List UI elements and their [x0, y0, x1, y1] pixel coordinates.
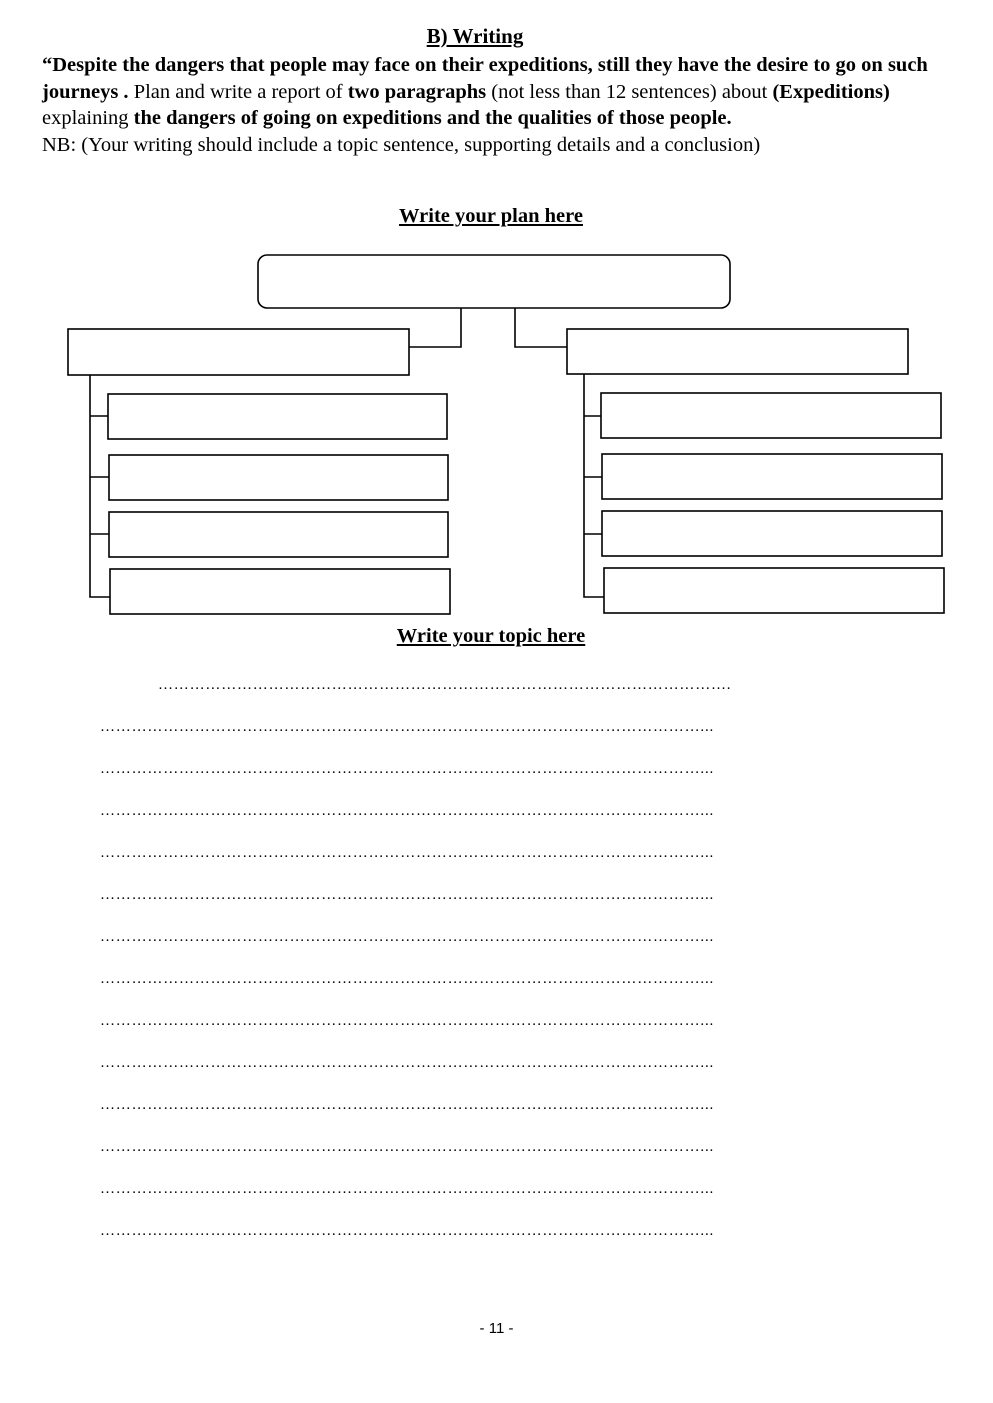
topic-heading: Write your topic here	[396, 625, 586, 647]
writing-line-first[interactable]: ……………………………………………………………………………………………….	[158, 677, 732, 693]
plan-right-detail-box[interactable]	[604, 568, 944, 613]
writing-line[interactable]: ……………………………………………………………………………………………………...	[100, 1139, 715, 1155]
writing-line[interactable]: ……………………………………………………………………………………………………...	[100, 1223, 715, 1239]
writing-line[interactable]: ……………………………………………………………………………………………………...	[100, 1181, 715, 1197]
prompt-quote: “Despite the dangers that people may face on their expeditions, still they have the desire to go on such journeys .	[42, 54, 928, 103]
prompt-emphasis: two paragraphs	[347, 80, 487, 103]
prompt-instructions	[42, 52, 954, 132]
page-number: - 11 -	[479, 1320, 514, 1337]
writing-prompt	[42, 52, 954, 159]
plan-heading: Write your plan here	[399, 205, 583, 227]
prompt-note: NB: (Your writing should include a topic sentence, supporting details and a conclusion)	[42, 134, 761, 157]
plan-right-detail-box[interactable]	[602, 454, 942, 499]
writing-line[interactable]: ……………………………………………………………………………………………………...	[100, 1097, 715, 1113]
prompt-text: Plan and write a report of	[128, 80, 348, 103]
plan-left-detail-box[interactable]	[108, 394, 447, 439]
writing-line[interactable]: ……………………………………………………………………………………………………...	[100, 719, 715, 735]
plan-right-detail-box[interactable]	[601, 393, 941, 438]
plan-right-heading-box[interactable]	[567, 329, 908, 374]
writing-line[interactable]: ……………………………………………………………………………………………………...	[100, 1055, 715, 1071]
writing-line[interactable]: ……………………………………………………………………………………………………...	[100, 761, 715, 777]
writing-line[interactable]: ……………………………………………………………………………………………………...	[100, 971, 715, 987]
plan-left-detail-box[interactable]	[109, 455, 448, 500]
writing-line[interactable]: ……………………………………………………………………………………………………...	[100, 929, 715, 945]
plan-left-heading-box[interactable]	[68, 329, 409, 375]
prompt-text: explaining	[42, 107, 134, 130]
writing-line[interactable]: ……………………………………………………………………………………………………...	[100, 887, 715, 903]
writing-line[interactable]: ……………………………………………………………………………………………………...	[100, 803, 715, 819]
plan-left-detail-box[interactable]	[109, 512, 448, 557]
prompt-emphasis: the dangers of going on expeditions and the qualities of those people.	[133, 107, 732, 130]
writing-line[interactable]: ……………………………………………………………………………………………………...	[100, 845, 715, 861]
writing-line[interactable]: ……………………………………………………………………………………………………...	[100, 1013, 715, 1029]
section-title: B) Writing	[426, 24, 524, 48]
plan-left-detail-box[interactable]	[110, 569, 450, 614]
prompt-emphasis: (Expeditions)	[772, 80, 890, 103]
plan-topic-box[interactable]	[258, 255, 730, 308]
prompt-text: (not less than 12 sentences) about	[486, 80, 773, 103]
plan-right-detail-box[interactable]	[602, 511, 942, 556]
